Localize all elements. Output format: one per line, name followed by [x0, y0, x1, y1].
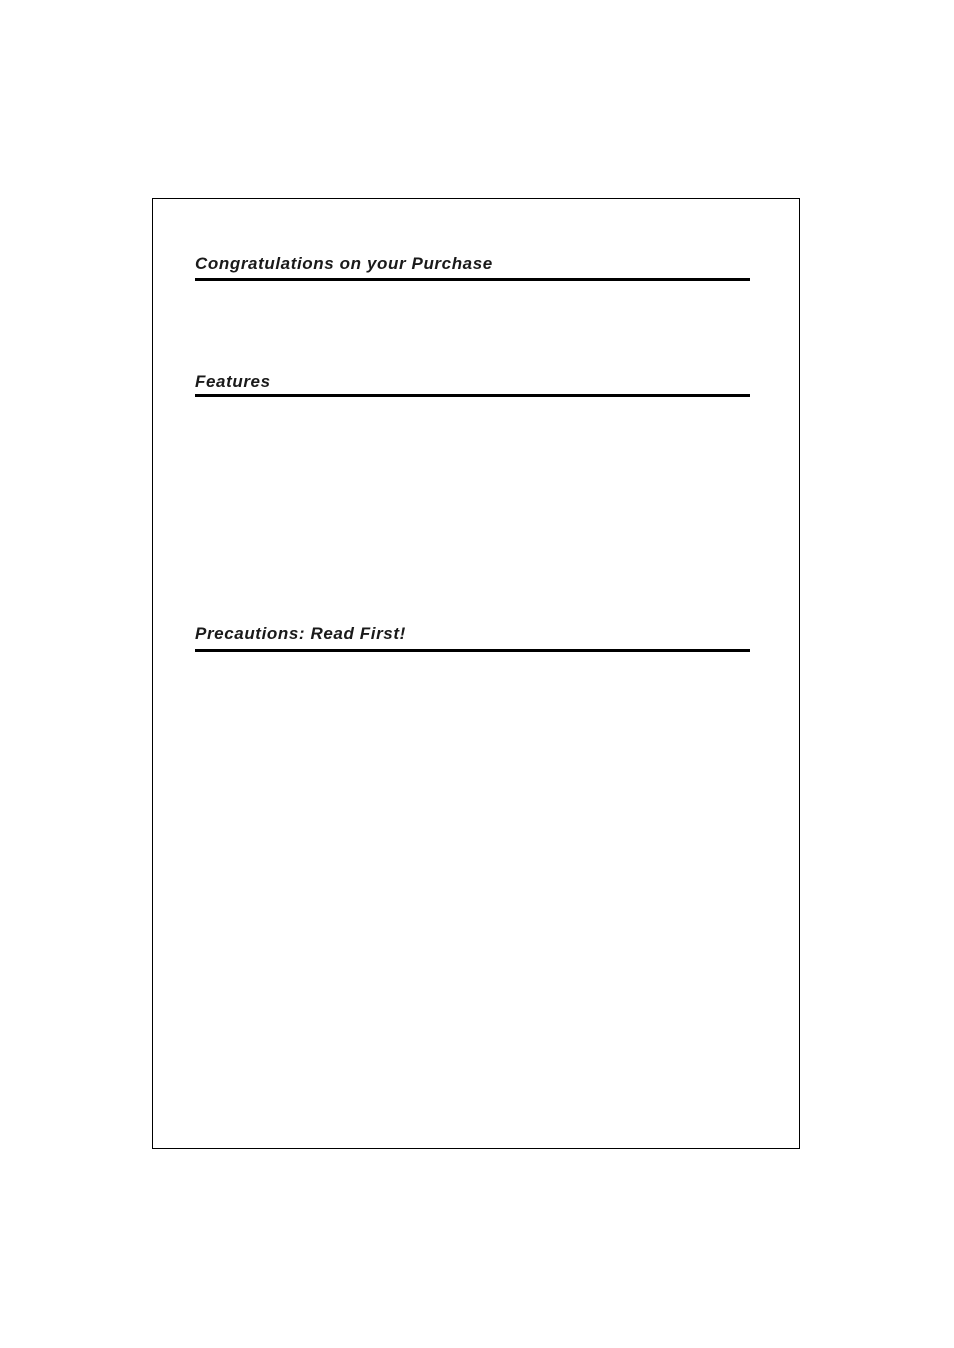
section-heading-precautions: Precautions: Read First! [195, 624, 406, 643]
section-divider-features [195, 394, 750, 397]
section-divider-congratulations [195, 278, 750, 281]
section-heading-congratulations: Congratulations on your Purchase [195, 254, 493, 273]
page-frame [152, 198, 800, 1149]
section-divider-precautions [195, 649, 750, 652]
section-heading-features: Features [195, 372, 271, 391]
